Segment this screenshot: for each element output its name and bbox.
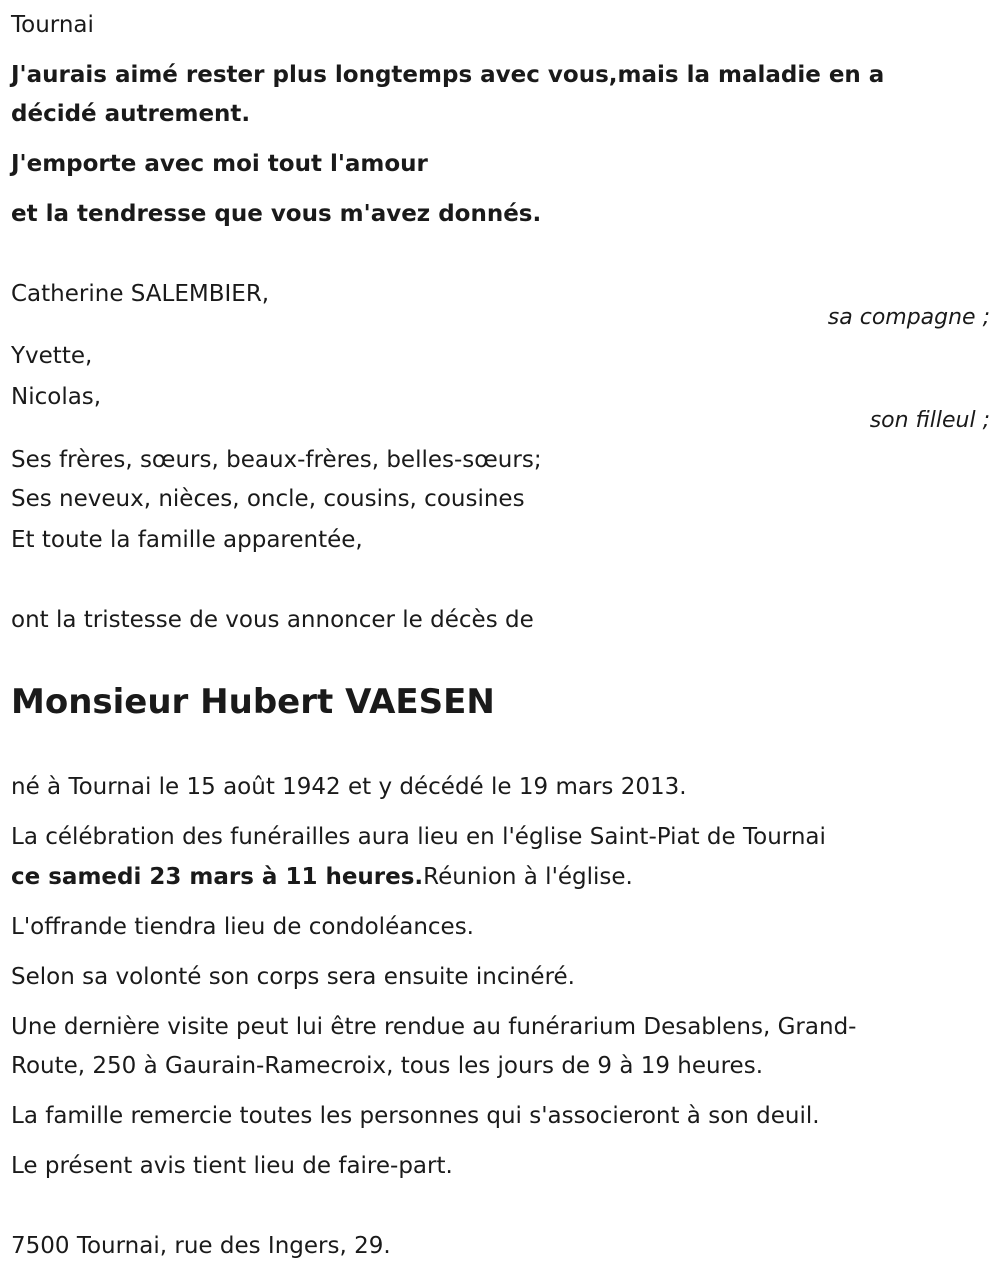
- announcement: ont la tristesse de vous annoncer le décès de: [11, 607, 534, 633]
- family-all: Et toute la famille apparentée,: [11, 527, 363, 553]
- partner-name: Catherine SALEMBIER,: [11, 281, 270, 307]
- address: 7500 Tournai, rue des Ingers, 29.: [11, 1233, 391, 1259]
- quote-line: décidé autrement.: [11, 101, 251, 127]
- quote-line: J'aurais aimé rester plus longtemps avec vous,mais la maladie en a: [11, 62, 885, 88]
- ceremony-line: [11, 862, 633, 892]
- ceremony-date: ce samedi 23 mars à 11 heures.: [11, 864, 424, 890]
- family-role: son filleul ;: [869, 408, 990, 433]
- thanks: La famille remercie toutes les personnes qui s'associeront à son deuil.: [11, 1103, 820, 1129]
- visit-line: Une dernière visite peut lui être rendue au funérarium Desablens, Grand-: [11, 1014, 857, 1040]
- visit-line: Route, 250 à Gaurain-Ramecroix, tous les jours de 9 à 19 heures.: [11, 1053, 764, 1079]
- family-name: Nicolas,: [11, 384, 102, 410]
- family-nephews: Ses neveux, nièces, oncle, cousins, cousines: [11, 486, 525, 512]
- notice: Le présent avis tient lieu de faire-part.: [11, 1153, 453, 1179]
- birth-death: né à Tournai le 15 août 1942 et y décédé le 19 mars 2013.: [11, 774, 687, 800]
- deceased-name: Monsieur Hubert VAESEN: [11, 682, 495, 722]
- ceremony-line: La célébration des funérailles aura lieu en l'église Saint-Piat de Tournai: [11, 824, 826, 850]
- family-name: Yvette,: [11, 343, 93, 369]
- offering: L'offrande tiendra lieu de condoléances.: [11, 914, 474, 940]
- ceremony-meeting: Réunion à l'église.: [423, 864, 633, 890]
- quote-line: J'emporte avec moi tout l'amour: [11, 151, 428, 177]
- quote-line: et la tendresse que vous m'avez donnés.: [11, 201, 542, 227]
- cremation: Selon sa volonté son corps sera ensuite incinéré.: [11, 964, 575, 990]
- family-siblings: Ses frères, sœurs, beaux-frères, belles-sœurs;: [11, 447, 542, 473]
- partner-role: sa compagne ;: [827, 305, 990, 330]
- city-header: Tournai: [11, 12, 94, 38]
